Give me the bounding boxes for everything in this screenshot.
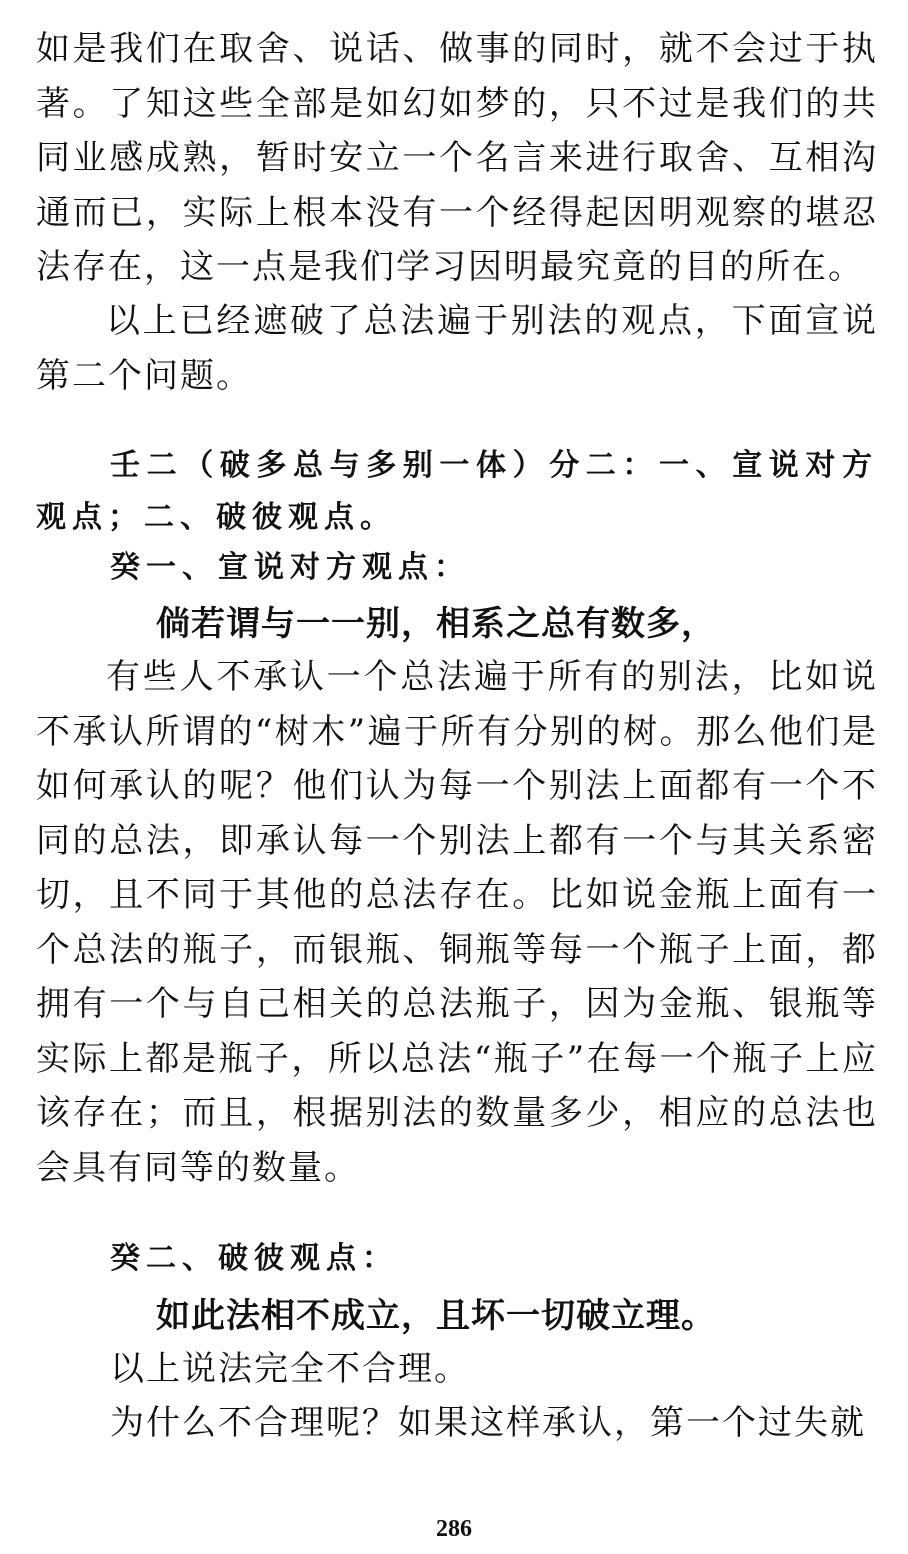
body-line: 为什么不合理呢？如果这样承认，第一个过失就 xyxy=(110,1403,866,1443)
section-heading: 壬二（破多总与多别一体）分二：一、宣说对方观点；二、破彼观点。 xyxy=(36,448,878,535)
body-paragraph: 以上已经遮破了总法遍于别法的观点，下面宣说第二个问题。 xyxy=(36,301,878,396)
body-paragraph: 如是我们在取舍、说话、做事的同时，就不会过于执著。了知这些全部是如幻如梦的，只不过是我们的共同业感成熟，暂时安立一个名言来进行取舍、互相沟通而已，实际上根本没有一个经得起因明观察的堪忍法存在，这一点是我们学习因明最究竟的目的所在。 xyxy=(36,29,878,287)
verse-line: 如此法相不成立，且坏一切破立理。 xyxy=(156,1296,716,1336)
body-paragraph: 有些人不承认一个总法遍于所有的别法，比如说不承认所谓的“树木”遍于所有分别的树。那么他们是如何承认的呢？他们认为每一个别法上面都有一个不同的总法，即承认每一个别法上都有一个与其关系密切，且不同于其他的总法存在。比如说金瓶上面有一个总法的瓶子，而银瓶、铜瓶等每一个瓶子上面，都拥有一个与自己相关的总法瓶子，因为金瓶、银瓶等实际上都是瓶子，所以总法“瓶子”在每一个瓶子上应该存在；而且，根据别法的数量多少，相应的总法也会具有同等的数量。 xyxy=(36,657,878,1188)
sub-heading: 癸一、宣说对方观点： xyxy=(110,550,470,585)
body-line: 以上说法完全不合理。 xyxy=(110,1349,470,1389)
page-number: 286 xyxy=(436,1516,472,1542)
verse-line: 倘若谓与一一别，相系之总有数多， xyxy=(156,604,716,644)
sub-heading: 癸二、破彼观点： xyxy=(110,1241,398,1276)
